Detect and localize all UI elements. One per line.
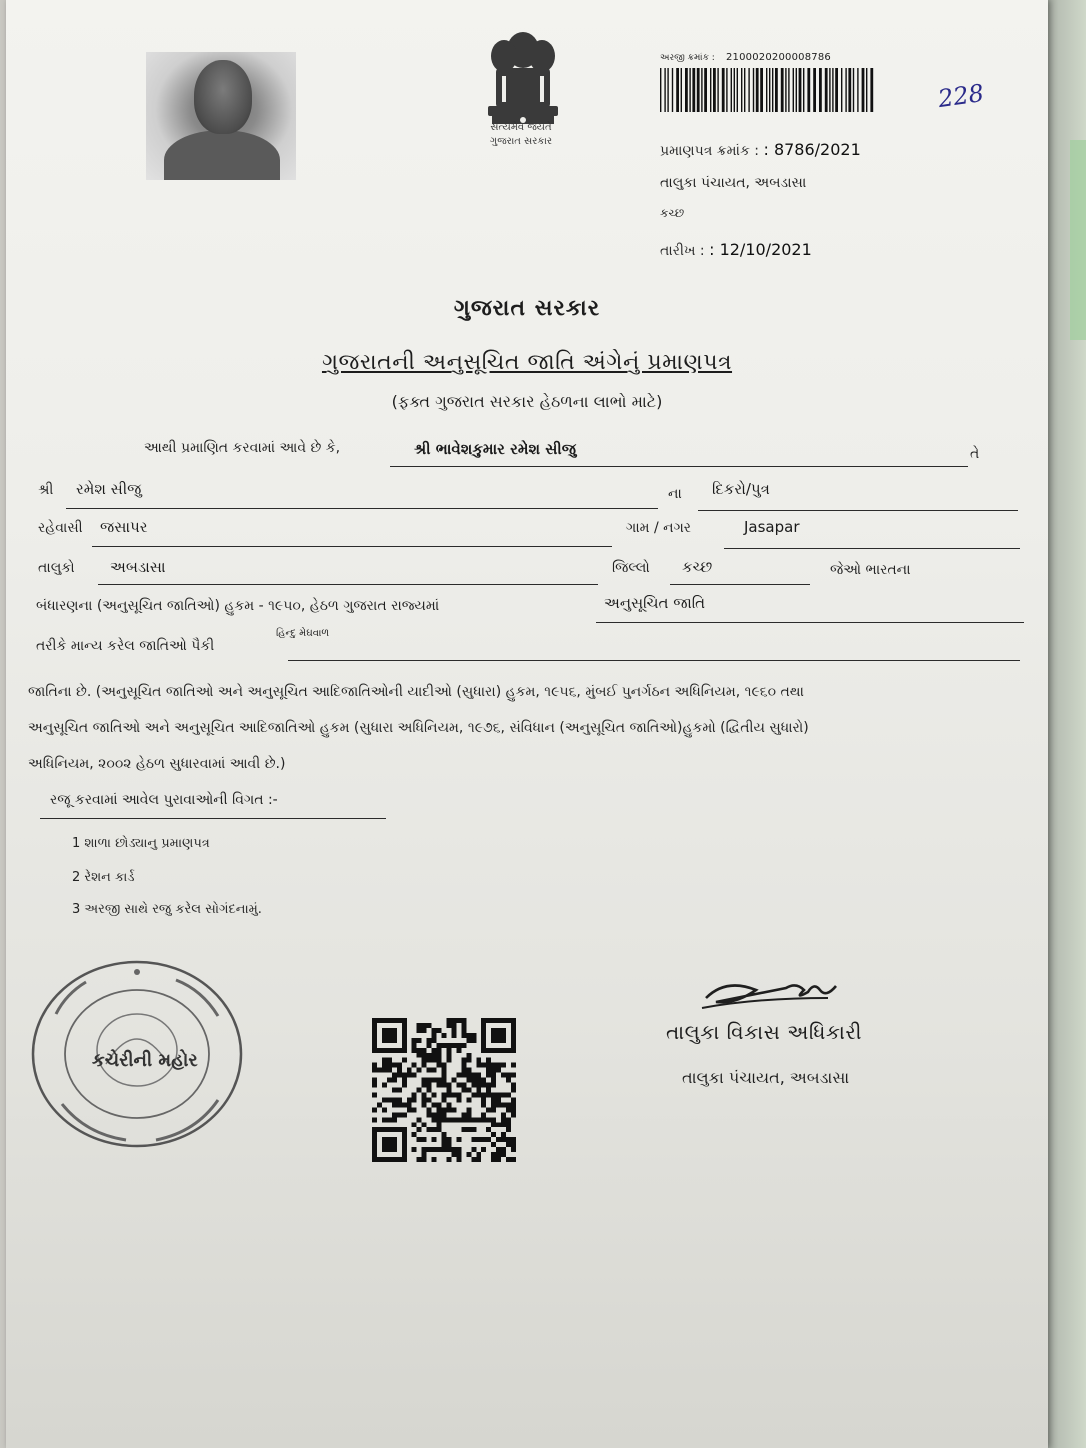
emblem-caption-motto: સત્યમેવ જયતે	[490, 122, 552, 133]
certify-text: આથી પ્રમાણિત કરવામાં આવે છે કે,	[144, 440, 341, 456]
legal-paragraph-line-1: જાતિના છે. (અનુસૂચિત જાતિઓ અને અનુસૂચિત આદિજાતિઓની યાદીઓ (સુધારા) હુકમ, ૧૯૫૬, મુંબઈ પુનર્ગઠન અધિનિયમ, ૧૯૬૦ તથા	[28, 684, 804, 700]
legal-paragraph-line-3: અધિનિયમ, ૨૦૦૨ હેઠળ સુધારવામાં આવી છે.)	[28, 756, 286, 772]
district-value: કચ્છ	[682, 558, 713, 576]
caste-value: હિન્દુ મેઘવાળ	[276, 628, 330, 639]
date-row	[660, 240, 812, 259]
constitution-text: બંધારણના (અનુસૂચિત જાતિઓ) હુકમ - ૧૯૫૦, હેઠળ ગુજરાત રાજ્યમાં	[36, 598, 440, 614]
father-name: રમેશ સીજુ	[76, 480, 142, 498]
relation: દિકરો/પુત્ર	[712, 480, 770, 498]
district-label: જિલ્લો	[612, 560, 650, 576]
document-item: 1 શાળા છોડ્યાનુ પ્રમાણપત્ર	[72, 836, 210, 851]
resident-label: રહેવાસી	[38, 520, 83, 536]
emblem-caption-government: ગુજરાત સરકાર	[489, 136, 553, 147]
officer-signature	[696, 968, 846, 1018]
signatory-title: તાલુકા વિકાસ અધિકારી	[666, 1020, 862, 1044]
certificate-number: : 8786/2021	[763, 140, 861, 159]
te-text: તે	[970, 446, 980, 462]
date-label: તારીખ :	[660, 243, 705, 259]
shri-label: શ્રી	[38, 482, 54, 498]
certificate-number-label: પ્રમાણપત્ર ક્રમાંક :	[660, 143, 760, 159]
village-label: ગામ / નગર	[626, 520, 692, 536]
certificate-number-row	[660, 140, 861, 159]
documents-heading: રજૂ કરવામાં આવેલ પુરાવાઓની વિગત :-	[50, 792, 278, 808]
category-value: અનુસૂચિત જાતિ	[604, 594, 706, 612]
application-number: 2100020200008786	[726, 52, 831, 63]
taluka-label: તાલુકો	[38, 560, 75, 576]
issue-date: : 12/10/2021	[709, 240, 812, 259]
government-title: ગુજરાત સરકાર	[453, 296, 601, 321]
qr-code-icon	[372, 1016, 516, 1164]
village-value: Jasapar	[744, 518, 800, 536]
handwritten-number: 228	[936, 78, 986, 114]
applicant-photo	[146, 52, 296, 180]
background-green-strip	[1070, 140, 1086, 340]
issuing-office: તાલુકા પંચાયત, અબડાસા	[660, 175, 807, 191]
recognized-text: તરીકે માન્ય કરેલ જાતિઓ પૈકી	[36, 638, 215, 654]
document-item: 2 રેશન કાર્ડ	[72, 870, 135, 885]
bharat-text: જેઓ ભારતના	[830, 562, 911, 578]
barcode-icon	[660, 68, 874, 112]
legal-paragraph-line-2: અનુસૂચિત જાતિઓ અને અનુસૂચિત આદિજાતિઓ હુકમ (સુધારા અધિનિયમ, ૧૯૭૬, સંવિધાન (અનુસૂચિત જાતિઓ)હુકમો (દ્વિતીય સુધારો)	[28, 720, 809, 736]
certificate-sheet	[6, 0, 1048, 1448]
seal-text: કચેરીની મહોર	[92, 1050, 198, 1071]
signatory-office: તાલુકા પંચાયત, અબડાસા	[682, 1068, 850, 1087]
certificate-subtitle: (ફક્ત ગુજરાત સરકાર હેઠળના લાભો માટે)	[391, 392, 663, 411]
document-item: 3 અરજી સાથે રજુ કરેલ સોગંદનામું.	[72, 902, 262, 917]
issuing-district: કચ્છ	[660, 206, 685, 220]
application-number-label: અરજી ક્રમાંક :	[660, 53, 715, 63]
na-text: ના	[668, 486, 682, 502]
resident-value: જસાપર	[100, 518, 148, 536]
taluka-value: અબડાસા	[110, 558, 166, 576]
applicant-name: શ્રી ભાવેશકુમાર રમેશ સીજુ	[414, 440, 576, 458]
certificate-title: ગુજરાતની અનુસૂચિત જાતિ અંગેનું પ્રમાણપત્ર	[321, 350, 733, 375]
